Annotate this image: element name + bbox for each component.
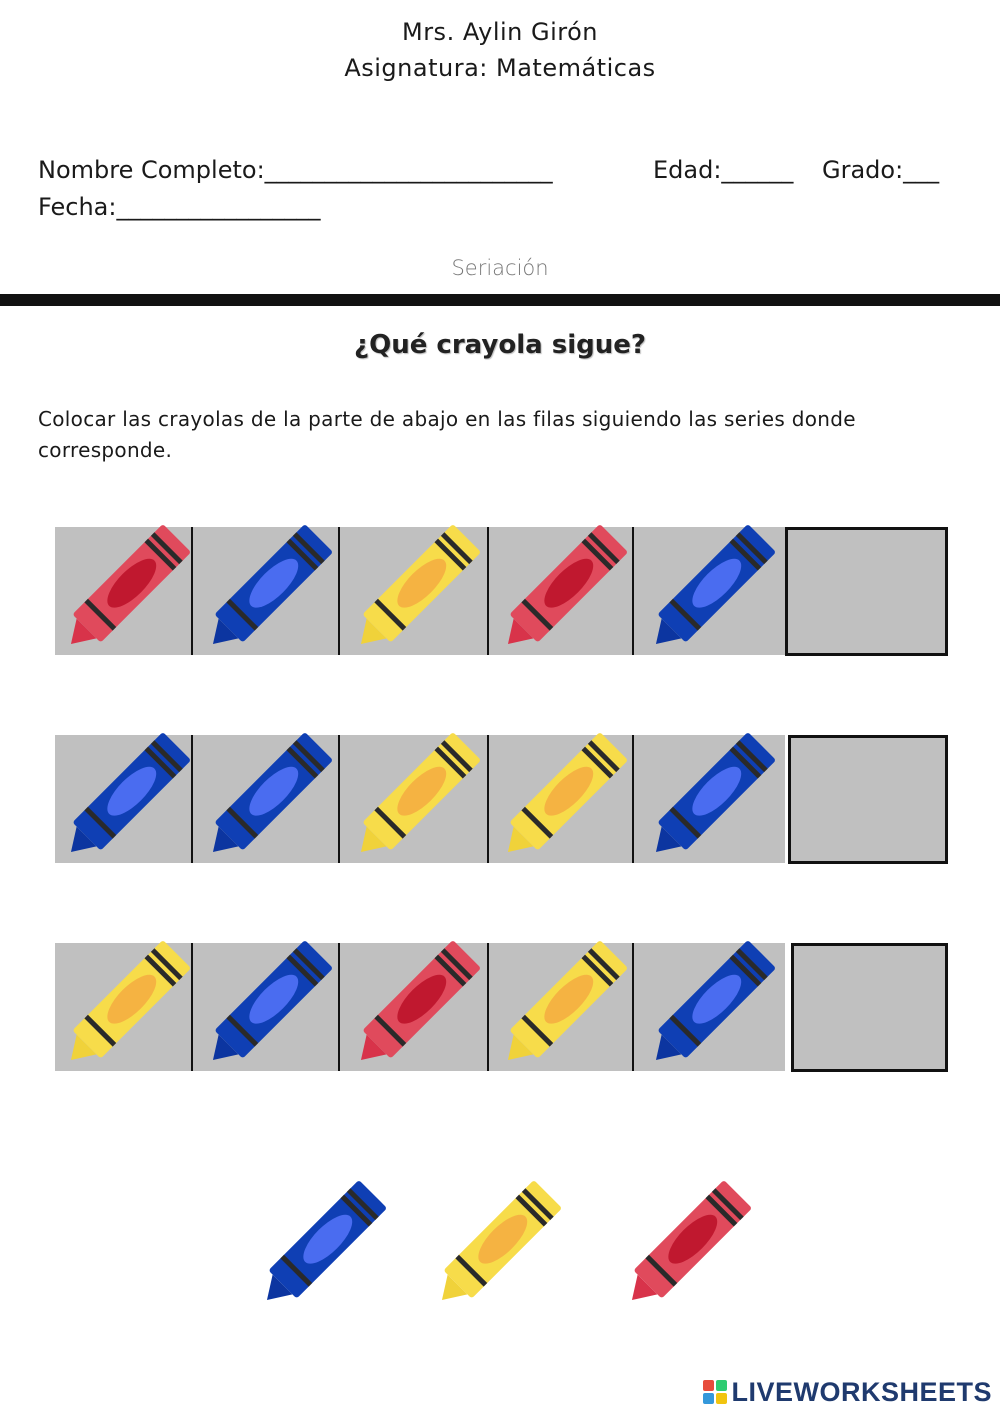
cell-divider	[632, 943, 634, 1071]
series-cell	[339, 527, 488, 655]
blue-crayon-piece[interactable]	[255, 1182, 385, 1312]
yellow-crayon-icon	[490, 937, 630, 1077]
series-cell	[55, 943, 192, 1071]
cell-divider	[338, 527, 340, 655]
cell-divider	[338, 735, 340, 863]
cell-divider	[632, 527, 634, 655]
cell-divider	[338, 943, 340, 1071]
logo-text: LIVEWORKSHEETS	[731, 1376, 992, 1407]
series-cell	[192, 735, 339, 863]
red-crayon-icon	[343, 937, 483, 1077]
series-cell	[339, 735, 488, 863]
red-crayon-icon	[53, 521, 193, 661]
answer-drop-box[interactable]	[791, 943, 948, 1072]
series-cell	[488, 735, 633, 863]
yellow-crayon-icon	[425, 1177, 565, 1317]
question-title: ¿Qué crayola sigue?	[354, 330, 646, 360]
cell-divider	[191, 943, 193, 1071]
instructions-text: Colocar las crayolas de la parte de abajo en las filas siguiendo las series donde corresponde.	[38, 407, 856, 462]
subject-line: Asignatura: Matemáticas	[344, 54, 656, 82]
yellow-crayon-piece[interactable]	[430, 1182, 560, 1312]
cell-divider	[191, 735, 193, 863]
header-divider	[0, 294, 1000, 306]
blue-crayon-icon	[639, 729, 779, 869]
blue-crayon-icon	[195, 937, 335, 1077]
red-crayon-icon	[490, 521, 630, 661]
cell-divider	[487, 735, 489, 863]
series-cell	[192, 527, 339, 655]
series-cell	[488, 943, 633, 1071]
date-field[interactable]: Fecha:_________________	[38, 193, 321, 221]
series-cell	[55, 527, 192, 655]
yellow-crayon-icon	[343, 729, 483, 869]
series-row-1	[0, 527, 1000, 655]
red-crayon-icon	[615, 1177, 755, 1317]
blue-crayon-icon	[53, 729, 193, 869]
series-cell	[633, 943, 785, 1071]
age-field[interactable]: Edad:______	[653, 156, 794, 184]
topic-label: Seriación	[451, 256, 549, 280]
teacher-name: Mrs. Aylin Girón	[401, 18, 598, 46]
series-row-3	[0, 943, 1000, 1071]
red-crayon-piece[interactable]	[620, 1182, 750, 1312]
series-cell	[488, 527, 633, 655]
yellow-crayon-icon	[490, 729, 630, 869]
cell-divider	[191, 527, 193, 655]
series-row-2	[0, 735, 1000, 863]
answer-drop-box[interactable]	[785, 527, 948, 656]
series-cell	[339, 943, 488, 1071]
blue-crayon-icon	[195, 521, 335, 661]
series-cell	[633, 735, 785, 863]
liveworksheets-logo-icon	[703, 1380, 727, 1404]
cell-divider	[487, 943, 489, 1071]
answer-drop-box[interactable]	[788, 735, 948, 864]
cell-divider	[632, 735, 634, 863]
full-name-field[interactable]: Nombre Completo:________________________	[38, 156, 553, 184]
series-cell	[192, 943, 339, 1071]
blue-crayon-icon	[639, 937, 779, 1077]
liveworksheets-logo	[703, 1377, 992, 1407]
grade-field[interactable]: Grado:___	[822, 156, 940, 184]
blue-crayon-icon	[195, 729, 335, 869]
series-cell	[55, 735, 192, 863]
blue-crayon-icon	[250, 1177, 390, 1317]
cell-divider	[487, 527, 489, 655]
yellow-crayon-icon	[343, 521, 483, 661]
series-cell	[633, 527, 785, 655]
blue-crayon-icon	[639, 521, 779, 661]
yellow-crayon-icon	[53, 937, 193, 1077]
